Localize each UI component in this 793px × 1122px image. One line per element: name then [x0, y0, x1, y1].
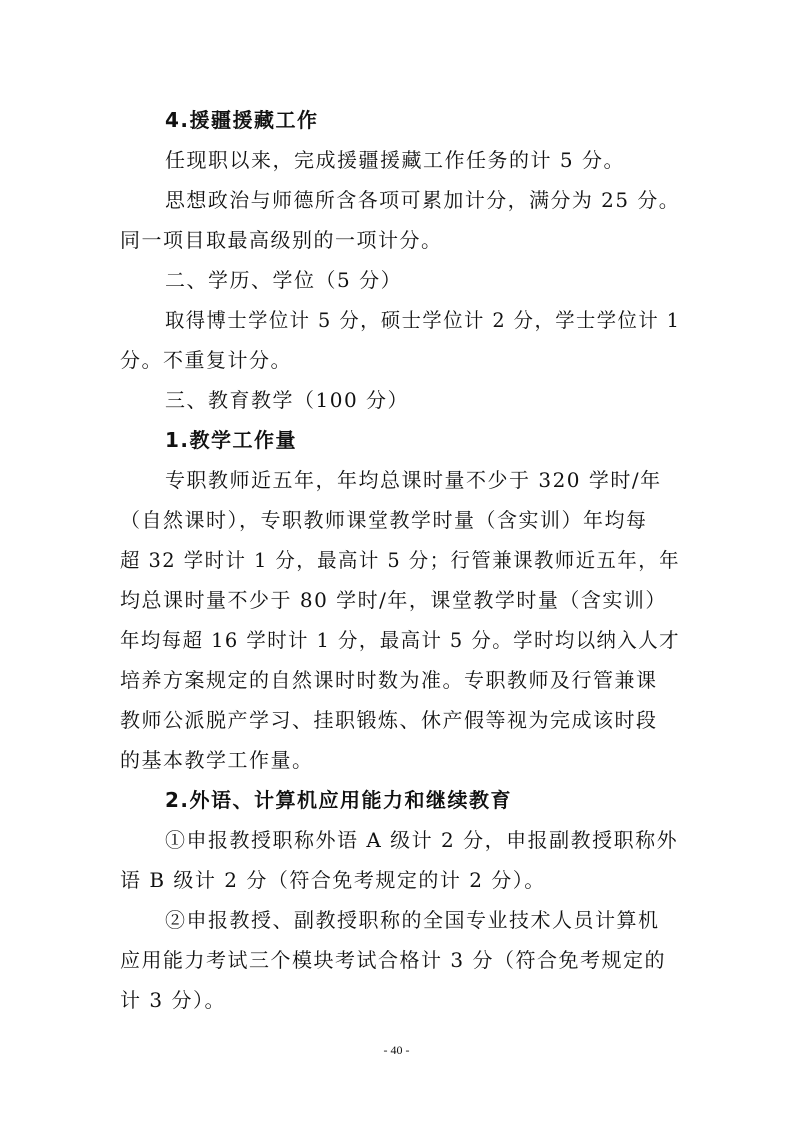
paragraph-line: 超 32 学时计 1 分，最高计 5 分；行管兼课教师近五年，年 [120, 548, 681, 572]
paragraph-line: 年均每超 16 学时计 1 分，最高计 5 分。学时均以纳入人才 [120, 628, 681, 652]
paragraph-line: 分。不重复计分。 [120, 348, 292, 372]
paragraph-line: 计 3 分）。 [120, 988, 226, 1012]
paragraph-line: （自然课时），专职教师课堂教学时量（含实训）年均每 [120, 508, 648, 532]
section-heading-education-degree: 二、学历、学位（5 分） [165, 268, 403, 292]
section-heading-aid-xinjiang-tibet: 4.援疆援藏工作 [165, 108, 319, 132]
paragraph-line: 专职教师近五年，年均总课时量不少于 320 学时/年 [165, 468, 662, 492]
paragraph-line: ②申报教授、副教授职称的全国专业技术人员计算机 [165, 908, 660, 932]
paragraph-line: 应用能力考试三个模块考试合格计 3 分（符合免考规定的 [120, 948, 666, 972]
paragraph-line: 培养方案规定的自然课时时数为准。专职教师及行管兼课 [120, 668, 658, 692]
paragraph-line: 的基本教学工作量。 [120, 748, 314, 772]
subsection-heading-workload: 1.教学工作量 [165, 428, 298, 452]
paragraph-line: 教师公派脱产学习、挂职锻炼、休产假等视为完成该时段 [120, 708, 658, 732]
subsection-heading-language-computer: 2.外语、计算机应用能力和继续教育 [165, 788, 513, 812]
section-heading-teaching: 三、教育教学（100 分） [165, 388, 410, 412]
paragraph-line: 语 B 级计 2 分（符合免考规定的计 2 分）。 [120, 868, 546, 892]
paragraph-line: 均总课时量不少于 80 学时/年，课堂教学时量（含实训） [120, 588, 667, 612]
paragraph-line: 思想政治与师德所含各项可累加计分，满分为 25 分。 [165, 188, 681, 212]
paragraph-line: 任现职以来，完成援疆援藏工作任务的计 5 分。 [165, 148, 625, 172]
paragraph-line: 同一项目取最高级别的一项计分。 [120, 228, 443, 252]
paragraph-line: ①申报教授职称外语 A 级计 2 分，申报副教授职称外 [165, 828, 679, 852]
page-number: - 40 - [383, 1043, 410, 1057]
paragraph-line: 取得博士学位计 5 分，硕士学位计 2 分，学士学位计 1 [165, 308, 681, 332]
